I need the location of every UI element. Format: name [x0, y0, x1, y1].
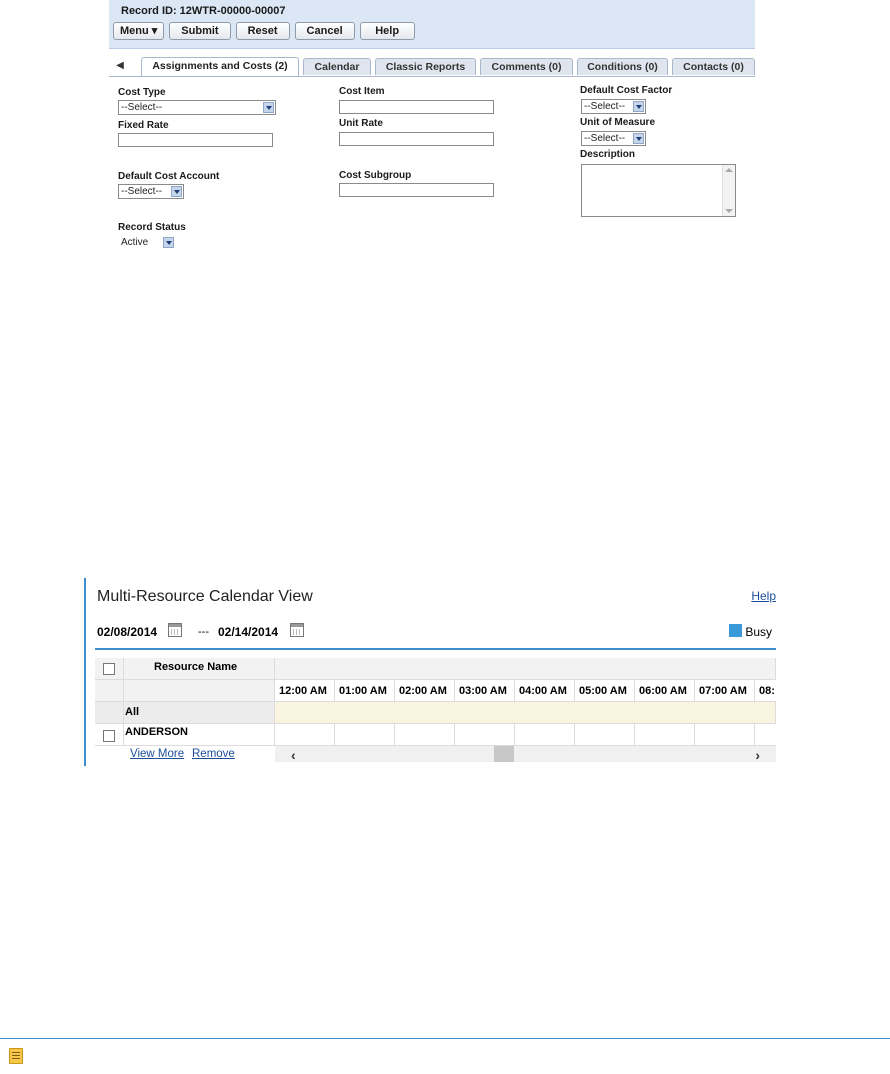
default-cost-account-select[interactable]	[118, 184, 184, 199]
cost-subgroup-label: Cost Subgroup	[339, 170, 412, 181]
chevron-down-icon	[171, 186, 182, 197]
description-textarea[interactable]	[581, 164, 736, 217]
calendar-icon[interactable]	[168, 623, 182, 637]
default-cost-factor-value: --Select--	[584, 101, 626, 112]
record-toolbar	[113, 22, 415, 40]
time-slot-cell[interactable]	[695, 724, 755, 746]
hour-header-cell	[575, 680, 635, 702]
hour-label: 03:00 AM	[459, 685, 507, 697]
chevron-left-icon[interactable]: ‹	[291, 747, 296, 763]
anderson-check-cell	[95, 724, 124, 746]
unit-rate-label: Unit Rate	[339, 118, 383, 129]
hour-label: 07:00 AM	[699, 685, 747, 697]
resource-checkbox[interactable]	[103, 730, 115, 742]
default-cost-account-value: --Select--	[121, 186, 163, 197]
tab-conditions[interactable]: Conditions (0)	[577, 58, 668, 75]
time-slot-cell[interactable]	[575, 724, 635, 746]
hour-header-cell	[755, 680, 776, 702]
tab-assignments-and-costs[interactable]: Assignments and Costs (2)	[141, 57, 299, 76]
cost-type-select[interactable]	[118, 100, 276, 115]
time-slot-cell[interactable]	[455, 724, 515, 746]
select-all-cell	[95, 658, 124, 680]
tab-classic-reports[interactable]: Classic Reports	[375, 58, 476, 75]
time-slot-cell[interactable]	[275, 724, 335, 746]
help-button[interactable]: Help	[360, 22, 415, 40]
multi-resource-calendar	[84, 578, 776, 766]
record-status-select[interactable]	[118, 235, 176, 250]
date-from: 02/08/2014	[97, 625, 158, 639]
cost-type-label: Cost Type	[118, 87, 166, 98]
chevron-right-icon[interactable]: ›	[755, 747, 760, 763]
tab-comments[interactable]: Comments (0)	[480, 58, 573, 75]
hour-header-cell	[515, 680, 575, 702]
record-status-label: Record Status	[118, 222, 186, 233]
remove-link[interactable]: Remove	[192, 748, 235, 760]
tab-calendar[interactable]: Calendar	[303, 58, 371, 75]
record-status-value: Active	[121, 237, 149, 248]
scroll-down-icon	[725, 209, 733, 213]
timeline-header-top	[275, 658, 776, 680]
hour-header-cell	[395, 680, 455, 702]
left-triangle-icon[interactable]: ◀	[116, 60, 124, 71]
chevron-down-icon	[633, 101, 644, 112]
date-separator: ---	[198, 626, 209, 638]
time-slot-cell[interactable]	[395, 724, 455, 746]
tab-contacts[interactable]: Contacts (0)	[672, 58, 755, 75]
hour-label: 01:00 AM	[339, 685, 387, 697]
anderson-name-cell	[124, 724, 275, 746]
calendar-title: Multi-Resource Calendar View	[97, 588, 313, 605]
unit-rate-input[interactable]	[339, 132, 494, 146]
select-all-checkbox[interactable]	[103, 663, 115, 675]
calendar-icon[interactable]	[290, 623, 304, 637]
calendar-help-link[interactable]: Help	[751, 589, 776, 603]
cost-subgroup-input[interactable]	[339, 183, 494, 197]
hour-label: 08:	[759, 685, 775, 697]
resource-name: ANDERSON	[125, 726, 188, 738]
resource-name-header	[124, 658, 275, 680]
cancel-button[interactable]: Cancel	[295, 22, 355, 40]
time-slot-cell[interactable]	[755, 724, 776, 746]
hour-label: 02:00 AM	[399, 685, 447, 697]
record-tabs	[109, 57, 755, 77]
reset-button[interactable]: Reset	[236, 22, 290, 40]
textarea-scrollbar[interactable]	[722, 165, 735, 216]
cost-item-input[interactable]	[339, 100, 494, 114]
hour-header-cell	[455, 680, 515, 702]
default-cost-factor-select[interactable]	[581, 99, 646, 114]
header-spacer	[95, 680, 124, 702]
hour-label: 05:00 AM	[579, 685, 627, 697]
fixed-rate-input[interactable]	[118, 133, 273, 147]
fixed-rate-label: Fixed Rate	[118, 120, 169, 131]
all-row-timeline	[275, 702, 776, 724]
note-icon	[9, 1048, 23, 1064]
legend-busy-swatch	[729, 624, 742, 637]
time-slot-cell[interactable]	[335, 724, 395, 746]
horizontal-scrollbar[interactable]	[275, 746, 776, 762]
cost-type-value: --Select--	[121, 102, 163, 113]
scrollbar-thumb[interactable]	[494, 746, 514, 762]
submit-button[interactable]: Submit	[169, 22, 230, 40]
calendar-grid	[95, 658, 776, 746]
unit-of-measure-value: --Select--	[584, 133, 626, 144]
hour-header-cell	[335, 680, 395, 702]
divider	[95, 648, 776, 650]
hour-label: 04:00 AM	[519, 685, 567, 697]
menu-button[interactable]: Menu ▾	[113, 22, 164, 40]
unit-of-measure-label: Unit of Measure	[580, 117, 656, 128]
header-spacer	[124, 680, 275, 702]
time-slot-cell[interactable]	[515, 724, 575, 746]
legend-busy-label: Busy	[745, 625, 772, 639]
date-to: 02/14/2014	[218, 625, 279, 639]
all-row-name-cell	[124, 702, 275, 724]
resource-name: All	[125, 706, 140, 718]
divider	[0, 1038, 890, 1039]
time-slot-cell[interactable]	[635, 724, 695, 746]
chevron-down-icon	[263, 102, 274, 113]
hour-label: 06:00 AM	[639, 685, 687, 697]
chevron-down-icon	[163, 237, 174, 248]
scroll-up-icon	[725, 168, 733, 172]
hour-label: 12:00 AM	[279, 685, 327, 697]
record-header	[109, 0, 755, 49]
description-label: Description	[580, 149, 636, 160]
record-id: Record ID: 12WTR-00000-00007	[121, 5, 286, 17]
cost-item-label: Cost Item	[339, 86, 385, 97]
resource-name-header-label: Resource Name	[154, 661, 238, 673]
hour-header-cell	[275, 680, 335, 702]
all-row-check-cell	[95, 702, 124, 724]
hour-header-cell	[695, 680, 755, 702]
hour-header-cell	[635, 680, 695, 702]
view-more-link[interactable]: View More	[130, 748, 185, 760]
default-cost-factor-label: Default Cost Factor	[580, 85, 673, 96]
default-cost-account-label: Default Cost Account	[118, 171, 220, 182]
chevron-down-icon	[633, 133, 644, 144]
unit-of-measure-select[interactable]	[581, 131, 646, 146]
